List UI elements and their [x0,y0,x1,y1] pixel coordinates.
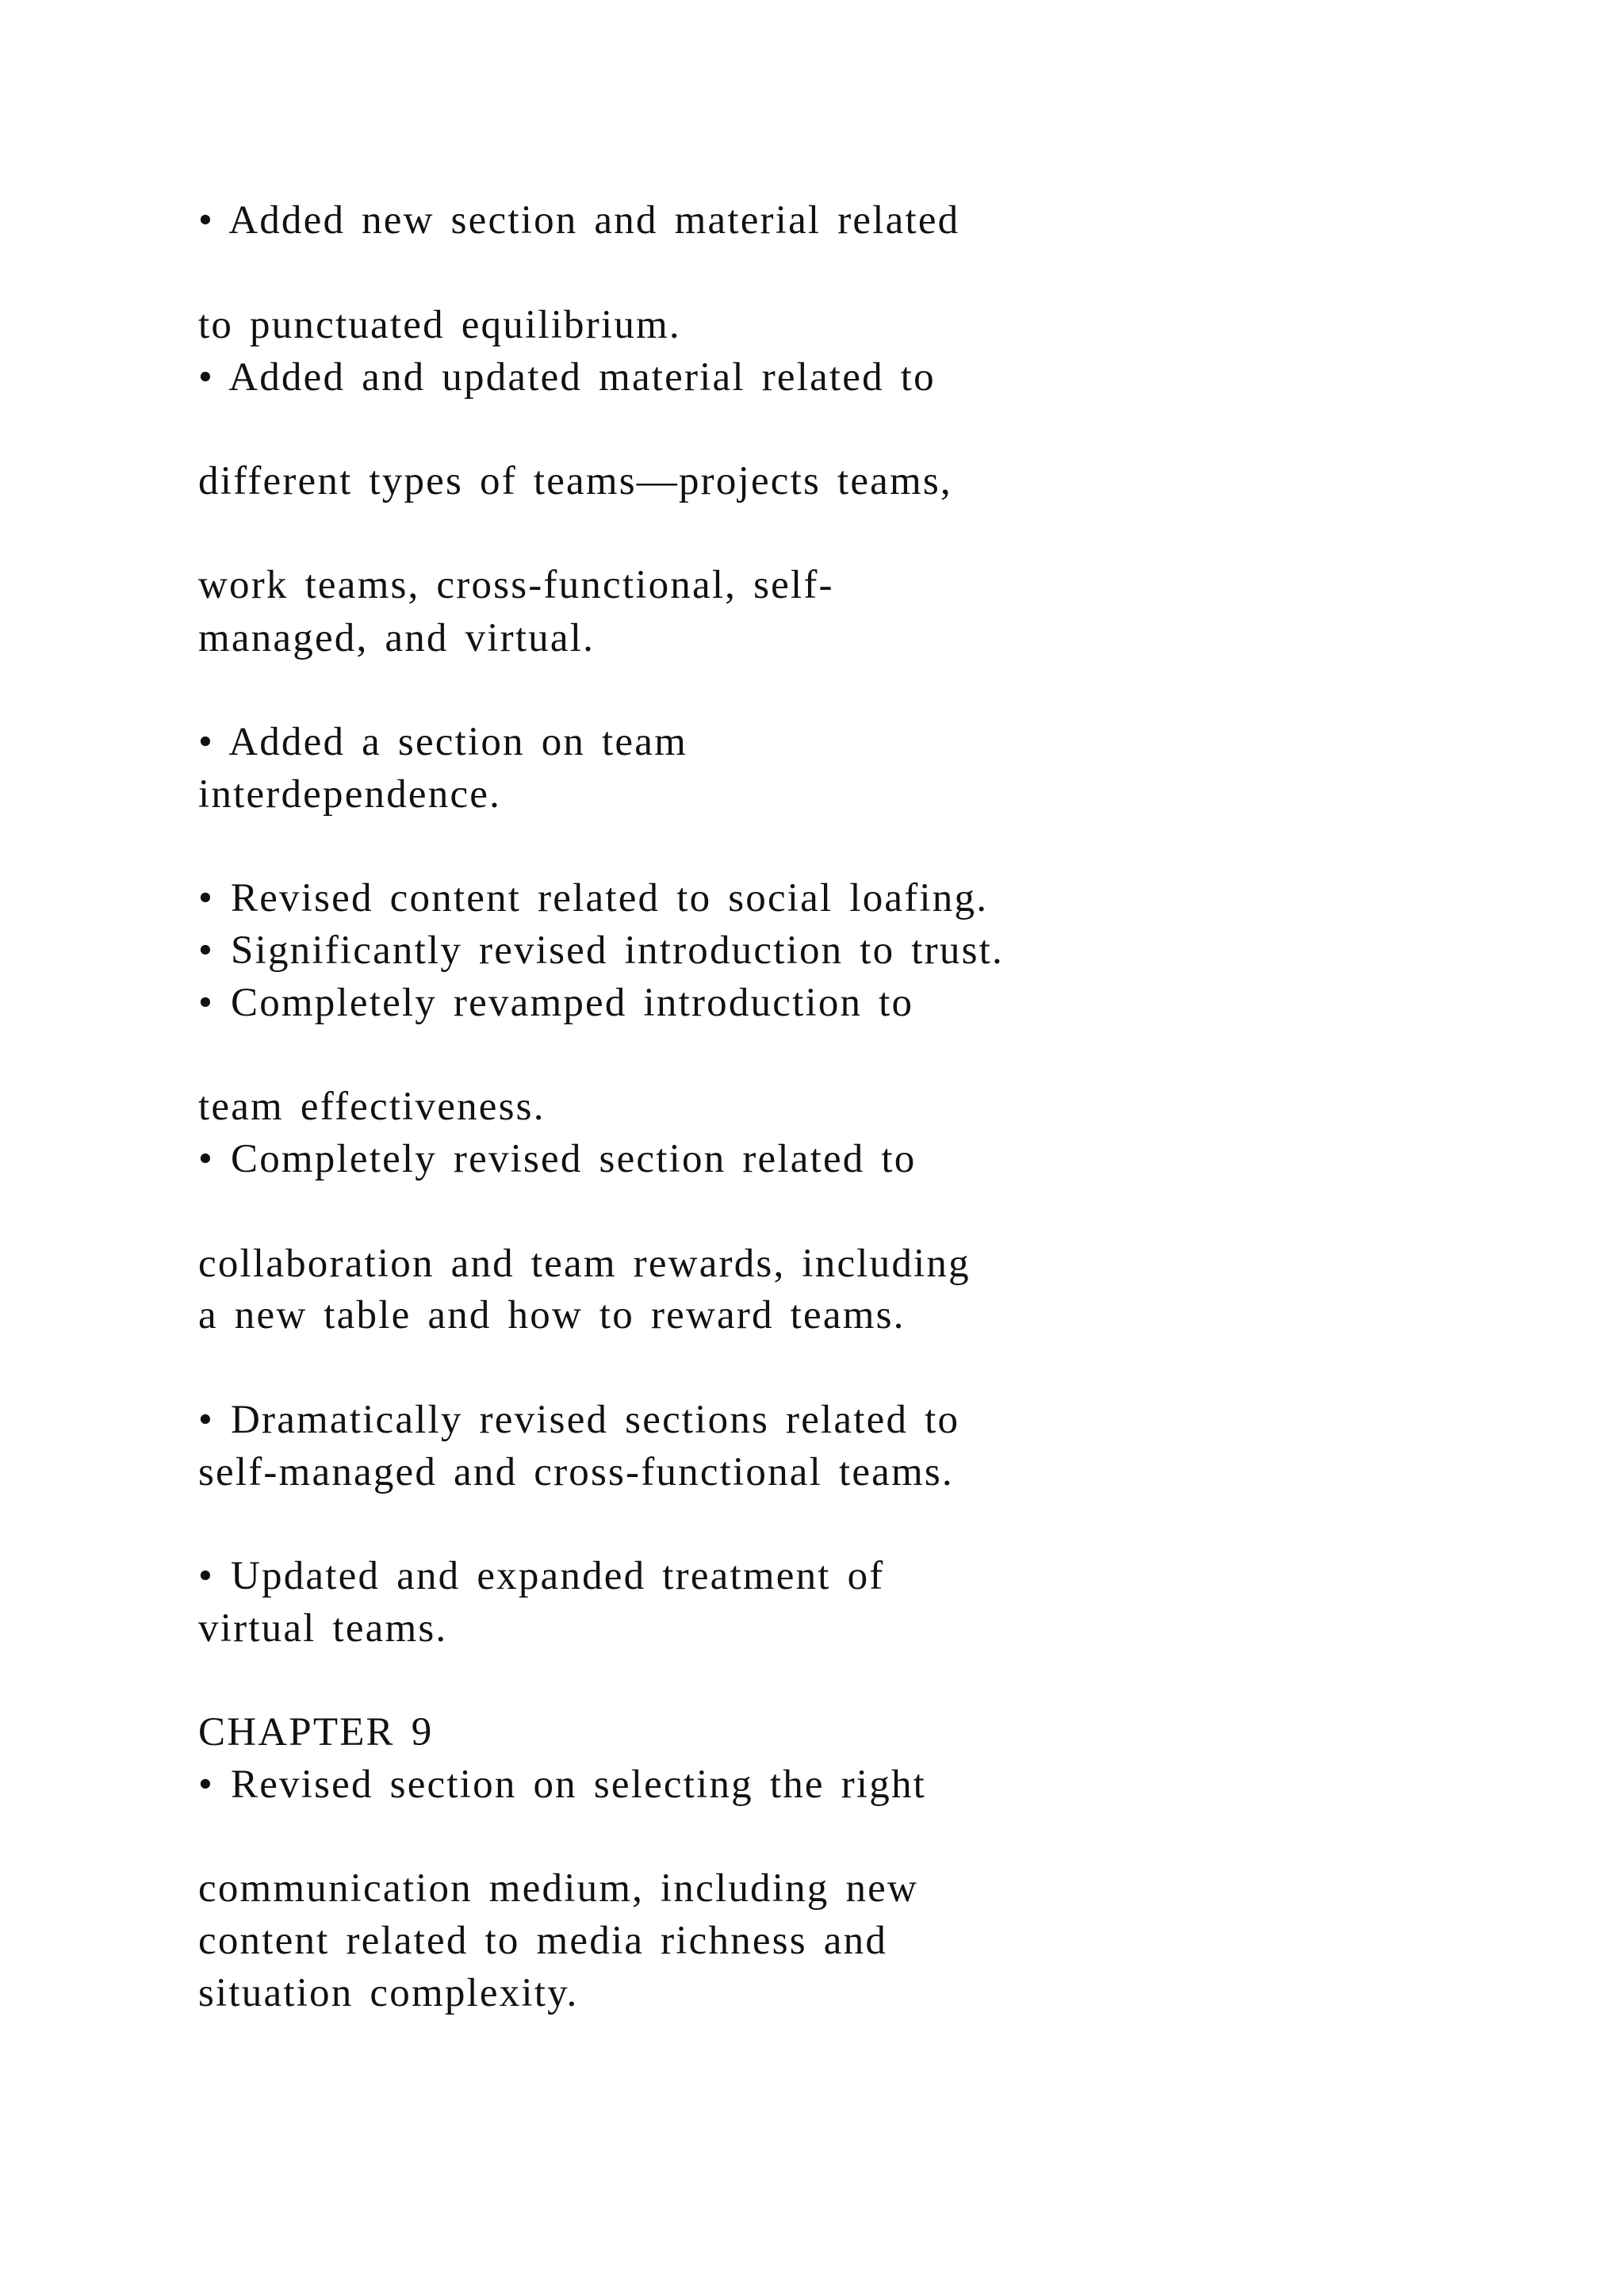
text-line: different types of teams—projects teams, [198,459,952,503]
text-line: managed, and virtual. [198,616,596,660]
text-line: • Added a section on team [198,720,688,764]
text-line: • Dramatically revised sections related to [198,1398,960,1442]
text-line: collaboration and team rewards, including [198,1242,971,1286]
text-line: team effectiveness. [198,1085,546,1129]
text-line: • Updated and expanded treatment of [198,1554,885,1598]
text-line: work teams, cross-functional, self- [198,563,834,607]
text-line: • Revised section on selecting the right [198,1762,927,1807]
text-line: virtual teams. [198,1606,448,1651]
text-line: • Significantly revised introduction to trust. [198,928,1004,973]
text-line: communication medium, including new [198,1866,919,1911]
text-line: to punctuated equilibrium. [198,303,681,347]
text-line: • Completely revamped introduction to [198,981,914,1025]
text-line: • Completely revised section related to [198,1137,917,1181]
text-line: • Added and updated material related to [198,355,936,400]
text-line: • Added new section and material related [198,198,960,243]
text-line: • Revised content related to social loafing. [198,876,989,920]
text-line: situation complexity. [198,1971,579,2015]
text-line: a new table and how to reward teams. [198,1293,906,1337]
text-line: self-managed and cross-functional teams. [198,1450,954,1494]
text-line: content related to media richness and [198,1919,888,1963]
text-line: interdependence. [198,772,502,817]
chapter-heading: CHAPTER 9 [198,1710,434,1755]
